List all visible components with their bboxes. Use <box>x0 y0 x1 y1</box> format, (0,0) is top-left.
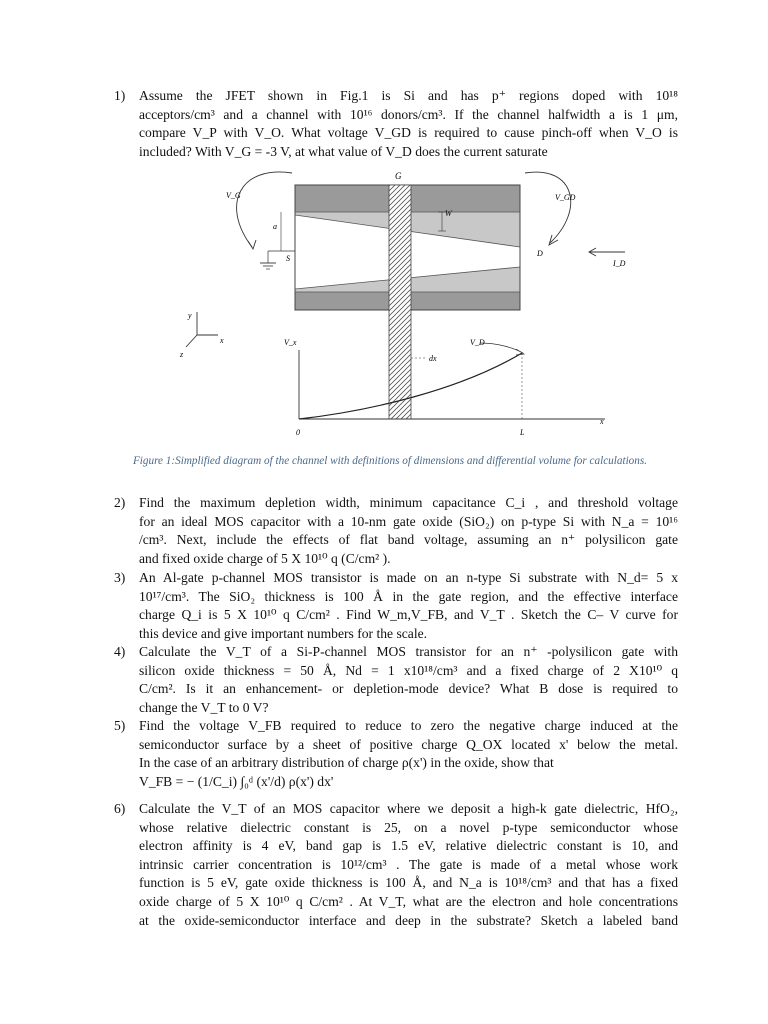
question-line: compare V_P with V_O. What voltage V_GD is required to cause pinch-off when V_O is <box>139 125 678 141</box>
question-number: 5) <box>114 718 126 733</box>
question-6 <box>114 800 678 930</box>
question-line: Calculate the V_T of a Si-P-channel MOS transistor for an n⁺ -polysilicon gate with <box>139 644 678 659</box>
label-x-end: x <box>600 417 604 426</box>
question-number: 6) <box>114 801 126 816</box>
label-VD: V_D <box>470 338 485 347</box>
label-D: D <box>537 249 543 258</box>
label-S: S <box>286 254 290 263</box>
question-line: In the case of an arbitrary distribution of charge ρ(x') in the oxide, show that <box>139 755 554 771</box>
question-3 <box>114 569 678 643</box>
question-1 <box>114 87 678 161</box>
label-G: G <box>395 171 402 181</box>
question-line: Find the maximum depletion width, minimum capacitance C_i , and threshold voltage <box>139 495 678 510</box>
question-line: included? With V_G = -3 V, at what value of V_D does the current saturate <box>139 143 548 159</box>
label-dx: dx <box>429 354 437 363</box>
question-line: whose relative dielectric constant is 25, on a novel p-type semiconductor whose <box>139 819 678 835</box>
question-5 <box>114 717 678 791</box>
question-line: this device and give important numbers for the scale. <box>139 625 428 641</box>
question-line: semiconductor surface by a sheet of positive charge Q_OX located x' below the metal. <box>139 736 678 752</box>
question-number: 2) <box>114 495 126 510</box>
label-VG: V_G <box>226 191 241 200</box>
label-L: L <box>520 428 525 437</box>
differential-slab <box>389 185 411 419</box>
question-number: 4) <box>114 644 126 659</box>
question-4 <box>114 643 678 717</box>
question-body <box>139 494 678 568</box>
question-line: oxide charge of 5 X 10¹⁰ q C/cm² . At V_T, what are the electron and hole concentrations <box>139 893 678 909</box>
label-a: a <box>273 222 277 231</box>
question-line: electron affinity is 4 eV, band gap is 1.5 eV, relative dielectric constant is 10, and <box>139 838 678 854</box>
question-body <box>139 717 678 791</box>
question-line: Find the voltage V_FB required to reduce to zero the negative charge induced at the <box>139 718 678 733</box>
label-VGD: V_GD <box>555 193 576 202</box>
question-line: /cm³. Next, include the effects of flat band voltage, assuming an n⁺ polysilicon gate <box>139 532 678 548</box>
question-line: and fixed oxide charge of 5 X 10¹⁰ q (C/cm² ). <box>139 550 391 566</box>
figure-caption: Figure 1:Simplified diagram of the channel with definitions of dimensions and differential volume for calculations. <box>132 455 648 467</box>
question-line: C/cm². Is it an enhancement- or depletion-mode device? What B dose is required to <box>139 681 678 697</box>
question-line: for an ideal MOS capacitor with a 10-nm gate oxide (SiO₂) on p-type Si with N_a = 10¹⁶ <box>139 513 678 529</box>
label-y: y <box>188 311 192 320</box>
equation: V_FB = − (1/C_i) ∫₀ᵈ (x'/d) ρ(x') dx' <box>139 773 334 789</box>
question-line: silicon oxide thickness = 50 Å, Nd = 1 x10¹⁸/cm³ and a fixed charge of 2 X10¹⁰ q <box>139 662 678 678</box>
question-line: intrinsic carrier concentration is 10¹²/cm³ . The gate is made of a metal whose work <box>139 856 678 872</box>
question-body <box>139 569 678 643</box>
question-line: Assume the JFET shown in Fig.1 is Si and has p⁺ regions doped with 10¹⁸ <box>139 88 678 103</box>
question-2 <box>114 494 678 568</box>
question-line: change the V_T to 0 V? <box>139 699 269 715</box>
question-line: An Al-gate p-channel MOS transistor is made on an n-type Si substrate with N_d= 5 x <box>139 570 678 585</box>
label-zero: 0 <box>296 428 300 437</box>
jfet-figure <box>180 165 626 450</box>
question-line: Calculate the V_T of an MOS capacitor where we deposit a high-k gate dielectric, HfO₂, <box>139 801 678 816</box>
question-number: 3) <box>114 570 126 585</box>
question-number: 1) <box>114 88 126 103</box>
label-x-axis: x <box>220 336 224 345</box>
label-ID: I_D <box>613 259 626 268</box>
question-line: at the oxide-semiconductor interface and deep in the substrate? Sketch a labeled band <box>139 912 678 928</box>
question-body <box>139 87 678 161</box>
question-body <box>139 643 678 717</box>
label-z: z <box>180 350 184 359</box>
question-line: 10¹⁷/cm³. The SiO₂ thickness is 100 Å in the gate region, and the effective interface <box>139 588 678 604</box>
question-line: function is 5 eV, gate oxide thickness is 100 Å, and N_a is 10¹⁸/cm³ and that has a fixed <box>139 875 678 891</box>
question-line: charge Q_i is 5 X 10¹⁰ q C/cm² . Find W_m,V_FB, and V_T . Sketch the C– V curve for <box>139 607 678 623</box>
label-W: W <box>445 209 452 218</box>
question-line: acceptors/cm³ and a channel with 10¹⁶ donors/cm³. If the channel halfwidth a is 1 μm, <box>139 106 678 122</box>
question-body <box>139 800 678 930</box>
label-Vx: V_x <box>284 338 297 347</box>
